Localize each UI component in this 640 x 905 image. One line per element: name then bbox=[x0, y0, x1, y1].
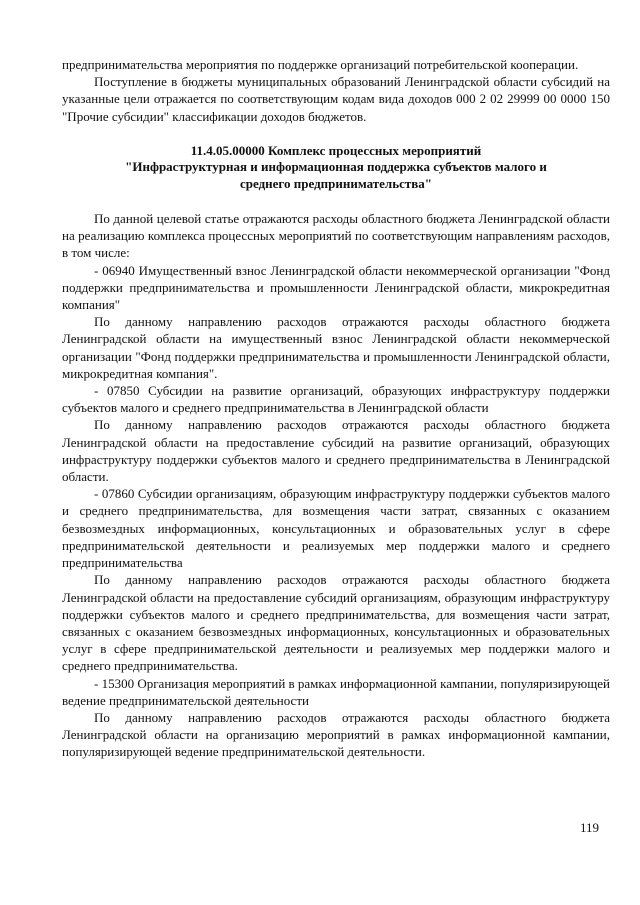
paragraph-continuation: предпринимательства мероприятия по поддержке организаций потребительской кооперации. bbox=[62, 57, 579, 72]
section-heading bbox=[62, 143, 610, 192]
page-number: 119 bbox=[580, 820, 600, 835]
paragraph-intro: По данной целевой статье отражаются расходы областного бюджета Ленинградской области на реализацию комплекса процессных мероприятий по соответствующим направлениям расходов, в том числе: bbox=[62, 211, 610, 261]
section-heading-title-line-end: среднего предпринимательства" bbox=[240, 175, 432, 191]
expense-description-07860: По данному направлению расходов отражаются расходы областного бюджета Ленинградской области на предоставление субсидий организациям, образующим инфраструктуру поддержки субъектов малого и среднего предпринимательства, для возмещения части затрат, связанных с оказанием безвозмездных информационных, консультационных и образовательных услуг в сфере предпринимательской деятельности и реализуемых мер поддержки малого и среднего предпринимательства. bbox=[62, 572, 610, 674]
expense-item-06940: - 06940 Имущественный взнос Ленинградской области некоммерческой организации "Фонд поддержки предпринимательства и промышленности Ленинградской области, микрокредитная компания" bbox=[62, 262, 610, 313]
document-body bbox=[62, 56, 610, 761]
expense-item-15300: - 15300 Организация мероприятий в рамках информационной кампании, популяризирующей ведение предпринимательской деятельности bbox=[62, 675, 610, 708]
expense-item-07850: - 07850 Субсидии на развитие организаций, образующих инфраструктуру поддержки субъектов малого и среднего предпринимательства в Ленинградской области bbox=[62, 383, 610, 416]
expense-description-15300: По данному направлению расходов отражаются расходы областного бюджета Ленинградской области на организацию мероприятий в рамках информационной кампании, популяризирующей ведение предпринимательской деятельности. bbox=[62, 709, 610, 760]
section-heading-code-line: 11.4.05.00000 Комплекс процессных мероприятий bbox=[190, 142, 482, 158]
section-heading-title-line: "Инфраструктурная и информационная поддержка субъектов малого и bbox=[125, 159, 547, 175]
expense-item-07860: - 07860 Субсидии организациям, образующим инфраструктуру поддержки субъектов малого и среднего предпринимательства, для возмещения части затрат, связанных с оказанием безвозмездных информационных, консультационных и образовательных услуг в сфере предпринимательской деятельности и реализуемых мер поддержки малого и среднего предпринимательства bbox=[62, 486, 610, 571]
paragraph-revenue-note: Поступление в бюджеты муниципальных образований Ленинградской области субсидий на указанные цели отражается по соответствующим кодам вида доходов 000 2 02 29999 00 0000 150 "Прочие субсидии" классификации доходов бюджетов. bbox=[62, 74, 610, 124]
expense-description-06940: По данному направлению расходов отражаются расходы областного бюджета Ленинградской области на имущественный взнос Ленинградской области некоммерческой организации "Фонд поддержки предпринимательства и промышленности Ленинградской области, микрокредитная компания". bbox=[62, 314, 610, 381]
expense-description-07850: По данному направлению расходов отражаются расходы областного бюджета Ленинградской области на предоставление субсидий на развитие организаций, образующих инфраструктуру поддержки субъектов малого и среднего предпринимательства в Ленинградской области. bbox=[62, 417, 610, 485]
